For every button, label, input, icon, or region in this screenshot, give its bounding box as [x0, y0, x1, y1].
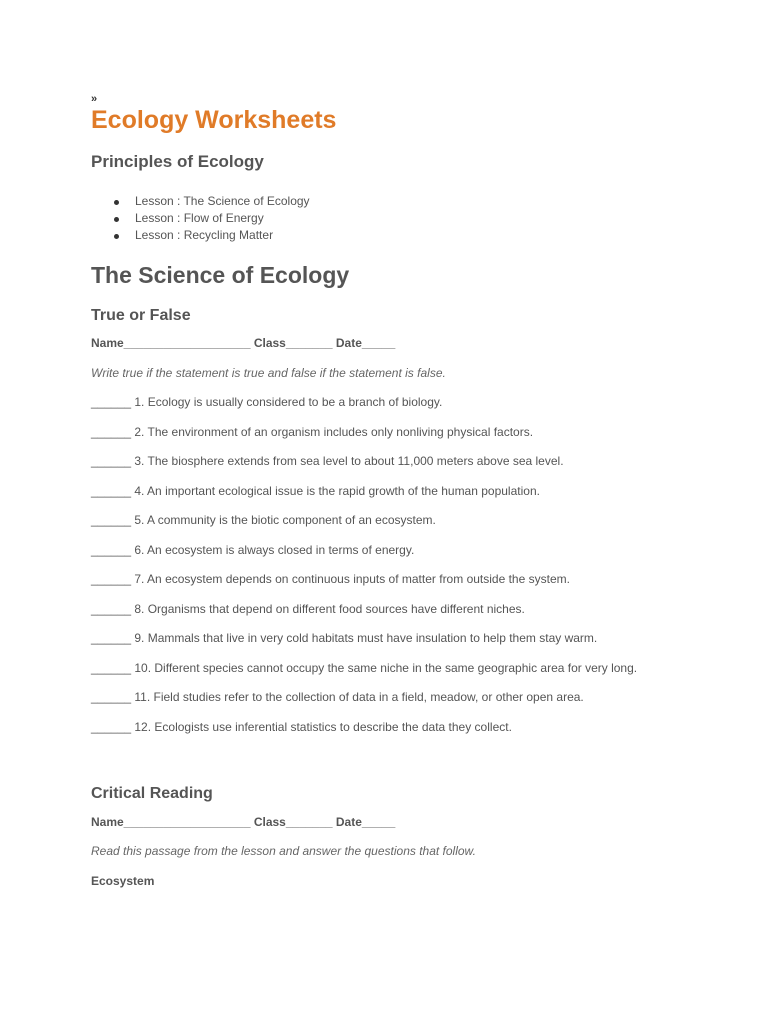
question-item: ______ 5. A community is the biotic component of an ecosystem.	[91, 513, 436, 527]
question-item: ______ 1. Ecology is usually considered to be a branch of biology.	[91, 395, 443, 409]
lesson-item[interactable]	[91, 193, 310, 210]
name-class-date-line: Name___________________ Class_______ Date_____	[91, 336, 396, 350]
lesson-item[interactable]	[91, 227, 310, 244]
question-item: ______ 2. The environment of an organism includes only nonliving physical factors.	[91, 425, 534, 439]
question-item: ______ 10. Different species cannot occupy the same niche in the same geographic area for very long.	[91, 661, 638, 675]
lesson-list	[91, 193, 310, 244]
critical-reading-instruction: Read this passage from the lesson and answer the questions that follow.	[91, 844, 476, 858]
question-item: ______ 7. An ecosystem depends on continuous inputs of matter from outside the system.	[91, 572, 570, 586]
breadcrumb[interactable]: »	[91, 93, 98, 105]
question-item: ______ 8. Organisms that depend on different food sources have different niches.	[91, 602, 525, 616]
question-item: ______ 3. The biosphere extends from sea level to about 11,000 meters above sea level.	[91, 454, 564, 468]
critical-reading-heading: Critical Reading	[91, 785, 213, 802]
true-false-heading: True or False	[91, 307, 191, 324]
question-item: ______ 12. Ecologists use inferential statistics to describe the data they collect.	[91, 720, 512, 734]
passage-label: Ecosystem	[91, 874, 155, 888]
true-false-instruction: Write true if the statement is true and false if the statement is false.	[91, 366, 446, 380]
question-item: ______ 6. An ecosystem is always closed in terms of energy.	[91, 543, 415, 557]
science-of-ecology-heading: The Science of Ecology	[91, 262, 350, 288]
bullet-icon	[114, 200, 119, 205]
lesson-label[interactable]: Lesson : Recycling Matter	[135, 228, 274, 242]
page-title: Ecology Worksheets	[91, 106, 337, 134]
bullet-icon	[114, 234, 119, 239]
lesson-label[interactable]: Lesson : The Science of Ecology	[135, 194, 310, 208]
question-item: ______ 9. Mammals that live in very cold habitats must have insulation to help them stay warm.	[91, 631, 598, 645]
question-item: ______ 11. Field studies refer to the collection of data in a field, meadow, or other open area.	[91, 690, 584, 704]
question-item: ______ 4. An important ecological issue is the rapid growth of the human population.	[91, 484, 540, 498]
name-class-date-line: Name___________________ Class_______ Date_____	[91, 815, 396, 829]
lesson-item[interactable]	[91, 210, 310, 227]
bullet-icon	[114, 217, 119, 222]
principles-heading: Principles of Ecology	[91, 152, 264, 171]
lesson-label[interactable]: Lesson : Flow of Energy	[135, 211, 264, 225]
